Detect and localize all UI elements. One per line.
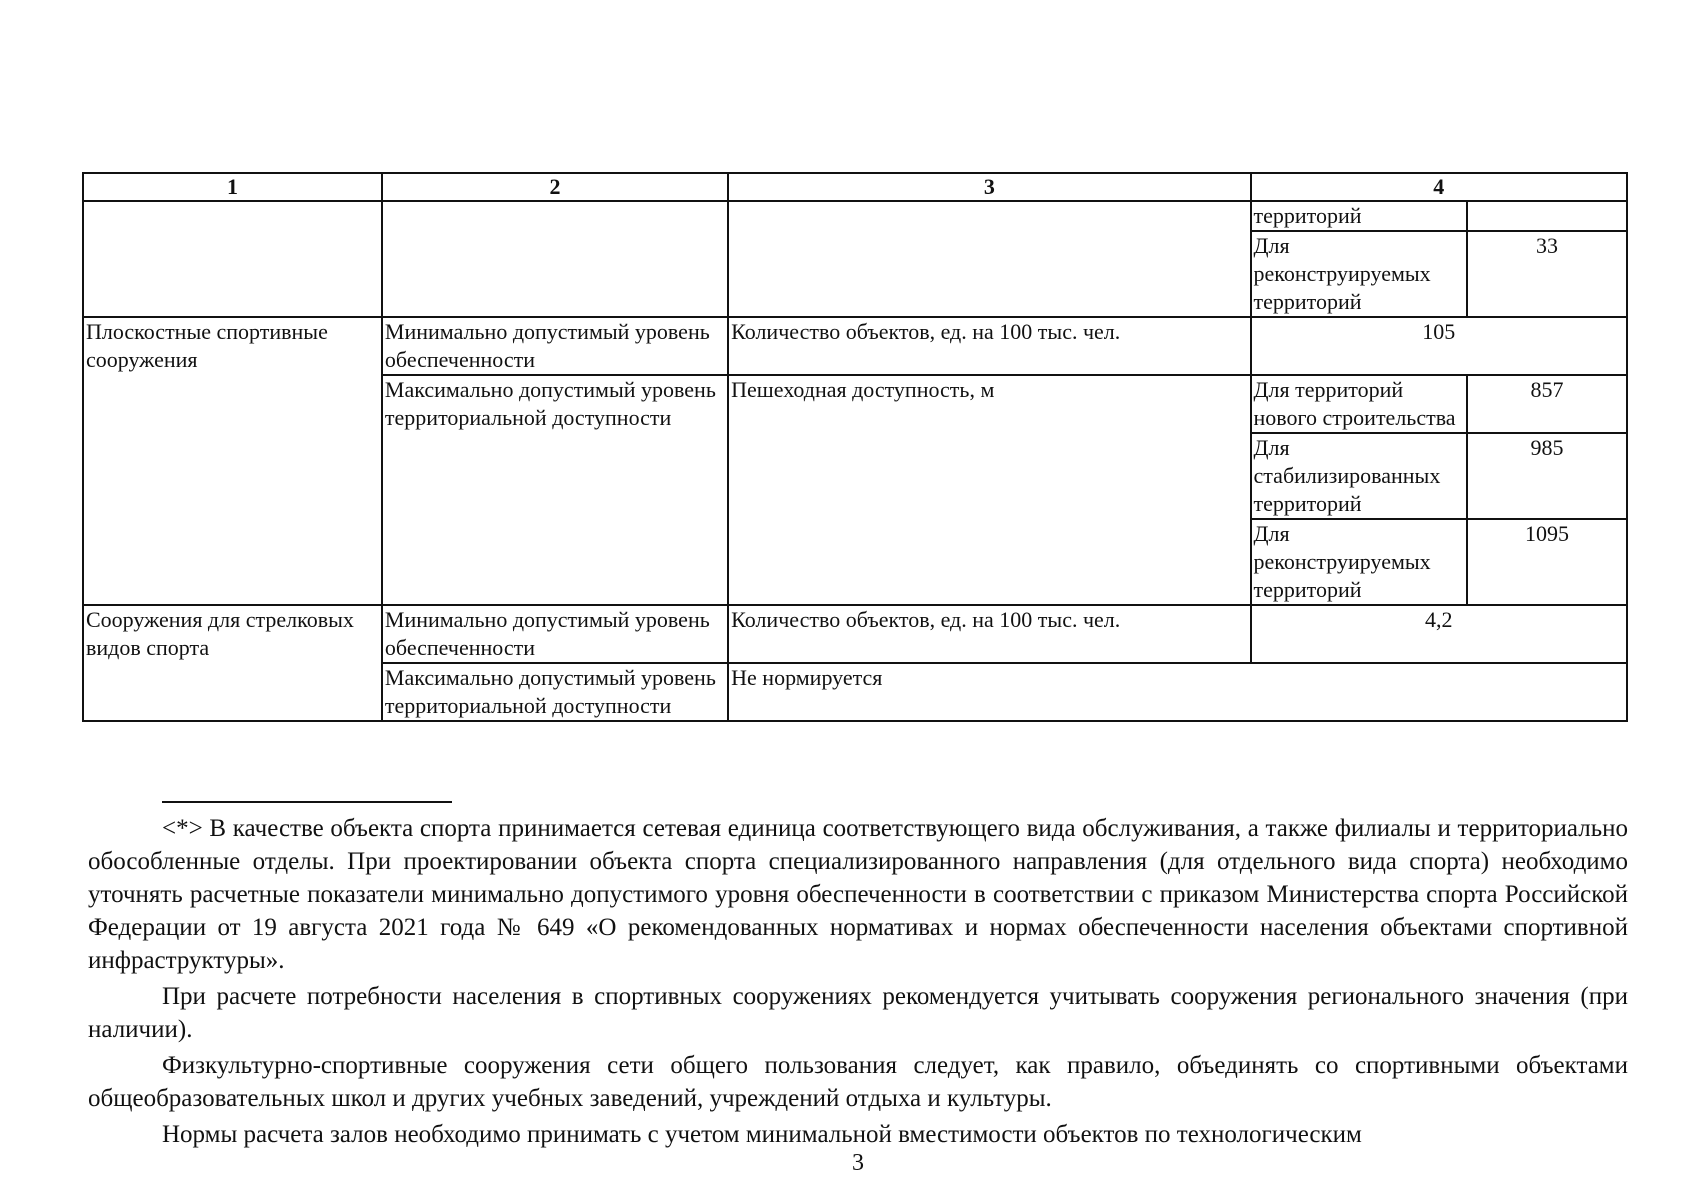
header-cell: 4: [1251, 173, 1627, 201]
indicator-cell: Пешеходная доступность, м: [728, 375, 1250, 605]
sub-label-cell: Для реконструируемых территорий: [1251, 519, 1467, 605]
value-cell: [1467, 201, 1627, 231]
header-cell: 3: [728, 173, 1250, 201]
footnote-text: [88, 812, 1628, 1151]
table-cell: [83, 201, 382, 317]
facility-name-cell: Плоскостные спортивные сооружения: [83, 317, 382, 605]
sub-label-cell: Для территорий нового строительства: [1251, 375, 1467, 433]
value-cell: 1095: [1467, 519, 1627, 605]
body-paragraph: Физкультурно-спортивные сооружения сети общего пользования следует, как правило, объединять со спортивными объектами общеобразовательных школ и других учебных заведений, учреждений отдыха и культуры.: [88, 1052, 1628, 1112]
level-cell: Максимально допустимый уровень территориальной доступности: [382, 375, 728, 605]
table-row: [83, 317, 1627, 375]
header-cell: 2: [382, 173, 728, 201]
value-cell: 33: [1467, 231, 1627, 317]
table-cell: [728, 201, 1250, 317]
indicator-cell: Не нормируется: [728, 663, 1627, 721]
footnote-paragraph: <*> В качестве объекта спорта принимается сетевая единица соответствующего вида обслуживания, а также филиалы и территориально обособленные отделы. При проектировании объекта спорта специализированного направления (для отдельного вида спорта) необходимо уточнять расчетные показатели минимально допустимого уровня обеспеченности в соответствии с приказом Министерства спорта Российской Федерации от 19 августа 2021 года № 649 «О рекомендованных нормативах и нормах обеспеченности населения объектами спортивной инфраструктуры».: [88, 815, 1628, 974]
level-cell: Минимально допустимый уровень обеспеченности: [382, 317, 728, 375]
footnote-separator: [162, 801, 452, 803]
table-row: [83, 201, 1627, 231]
norms-table: [82, 172, 1628, 722]
value-cell: 857: [1467, 375, 1627, 433]
body-paragraph: Нормы расчета залов необходимо принимать с учетом минимальной вместимости объектов по технологическим: [162, 1121, 1362, 1148]
table-header-row: [83, 173, 1627, 201]
sub-label-cell: территорий: [1251, 201, 1467, 231]
sub-label-cell: Для реконструируемых территорий: [1251, 231, 1467, 317]
table-row: [83, 605, 1627, 663]
page-number: 3: [852, 1150, 864, 1176]
body-paragraph: При расчете потребности населения в спортивных сооружениях рекомендуется учитывать сооружения регионального значения (при наличии).: [88, 983, 1628, 1043]
indicator-cell: Количество объектов, ед. на 100 тыс. чел.: [728, 605, 1250, 663]
sub-label-cell: Для стабилизированных территорий: [1251, 433, 1467, 519]
level-cell: Максимально допустимый уровень территориальной доступности: [382, 663, 728, 721]
table-cell: [382, 201, 728, 317]
facility-name-cell: Сооружения для стрелковых видов спорта: [83, 605, 382, 721]
value-cell: 985: [1467, 433, 1627, 519]
value-cell: 105: [1251, 317, 1627, 375]
header-cell: 1: [83, 173, 382, 201]
level-cell: Минимально допустимый уровень обеспеченности: [382, 605, 728, 663]
value-cell: 4,2: [1251, 605, 1627, 663]
indicator-cell: Количество объектов, ед. на 100 тыс. чел.: [728, 317, 1250, 375]
